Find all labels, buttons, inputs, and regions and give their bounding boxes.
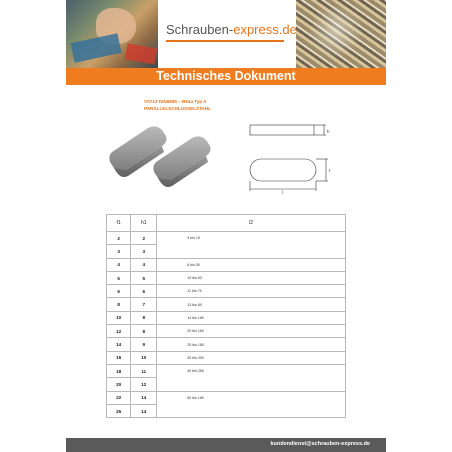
cell-l2: 6 bis 50 bbox=[157, 258, 346, 271]
cell-l2: 30 bis 200 bbox=[157, 351, 346, 364]
technical-drawing bbox=[246, 115, 342, 195]
cell-h1: 8 bbox=[131, 325, 157, 338]
table-row bbox=[107, 378, 346, 391]
cell-h1: 14 bbox=[131, 404, 157, 417]
table-row bbox=[107, 245, 346, 258]
table-row bbox=[107, 232, 346, 245]
cell-h1: 5 bbox=[131, 271, 157, 284]
column-header-f1: f1 bbox=[107, 215, 131, 232]
cell-f1: 12 bbox=[107, 325, 131, 338]
dimension-l-label: l bbox=[282, 190, 283, 195]
cell-l2: 4 bis 15 bbox=[157, 232, 346, 245]
cell-h1: 8 bbox=[131, 311, 157, 324]
cell-l2: 13 bis 80 bbox=[157, 298, 346, 311]
key-top-view bbox=[250, 159, 316, 181]
parallel-key-illustration bbox=[102, 112, 222, 192]
cell-h1: 7 bbox=[131, 298, 157, 311]
product-code: V0712-DIN6885 – B54a Typ A bbox=[144, 99, 207, 104]
dimension-h-label: h bbox=[327, 129, 330, 134]
key-side-view bbox=[250, 125, 314, 135]
cell-h1: 11 bbox=[131, 364, 157, 377]
brand-logo[interactable] bbox=[166, 22, 297, 37]
header-photo-screws bbox=[296, 0, 386, 68]
cell-f1: 8 bbox=[107, 298, 131, 311]
cell-f1: 10 bbox=[107, 311, 131, 324]
cell-h1: 9 bbox=[131, 338, 157, 351]
cell-l2 bbox=[157, 378, 346, 391]
table-row bbox=[107, 325, 346, 338]
cell-f1: 3 bbox=[107, 245, 131, 258]
document-title-banner: Technisches Dokument bbox=[66, 68, 386, 85]
cell-h1: 12 bbox=[131, 378, 157, 391]
cell-l2: 20 bis 160 bbox=[157, 325, 346, 338]
support-email-link[interactable]: kundendienst@schrauben-express.de bbox=[270, 441, 370, 447]
table-row bbox=[107, 258, 346, 271]
table-row bbox=[107, 311, 346, 324]
cell-l2 bbox=[157, 404, 346, 417]
table-row bbox=[107, 298, 346, 311]
cell-l2: 10 bis 63 bbox=[157, 271, 346, 284]
cell-h1: 14 bbox=[131, 391, 157, 404]
cell-f1: 5 bbox=[107, 271, 131, 284]
cell-f1: 22 bbox=[107, 391, 131, 404]
cell-f1: 20 bbox=[107, 378, 131, 391]
column-header-l2: l2 bbox=[157, 215, 346, 232]
cell-f1: 6 bbox=[107, 285, 131, 298]
table-row bbox=[107, 364, 346, 377]
table-row bbox=[107, 404, 346, 417]
cell-l2: 25 bis 180 bbox=[157, 338, 346, 351]
table-row bbox=[107, 391, 346, 404]
table-header-row bbox=[107, 215, 346, 232]
dimension-t-label: t bbox=[329, 168, 331, 173]
document-page bbox=[66, 0, 386, 452]
footer-bar bbox=[66, 438, 386, 452]
brand-underline bbox=[166, 40, 284, 42]
cell-l2: 40 bis 280 bbox=[157, 364, 346, 377]
cell-l2: 14 bis 180 bbox=[157, 311, 346, 324]
table-row bbox=[107, 271, 346, 284]
column-header-h1: h1 bbox=[131, 215, 157, 232]
cell-f1: 4 bbox=[107, 258, 131, 271]
table-row bbox=[107, 338, 346, 351]
cell-f1: 18 bbox=[107, 364, 131, 377]
cell-f1: 14 bbox=[107, 338, 131, 351]
brand-name-accent: express.de bbox=[233, 22, 297, 37]
cell-h1: 10 bbox=[131, 351, 157, 364]
cell-l2 bbox=[157, 245, 346, 258]
cell-h1: 3 bbox=[131, 245, 157, 258]
header-banner-image bbox=[66, 0, 386, 68]
cell-h1: 6 bbox=[131, 285, 157, 298]
cell-f1: 2 bbox=[107, 232, 131, 245]
table-row bbox=[107, 351, 346, 364]
header-photo-tools bbox=[66, 0, 158, 68]
product-heading bbox=[144, 99, 284, 112]
cell-h1: 4 bbox=[131, 258, 157, 271]
brand-name-main: Schrauben- bbox=[166, 22, 234, 37]
product-name: PARALLELSCHLÜSSELSTAHL bbox=[144, 105, 211, 111]
dimensions-table bbox=[106, 214, 346, 418]
table-row bbox=[107, 285, 346, 298]
cell-l2: 11 bis 75 bbox=[157, 285, 346, 298]
cell-l2: 60 bis 180 bbox=[157, 391, 346, 404]
cell-f1: 25 bbox=[107, 404, 131, 417]
cell-h1: 2 bbox=[131, 232, 157, 245]
cell-f1: 16 bbox=[107, 351, 131, 364]
